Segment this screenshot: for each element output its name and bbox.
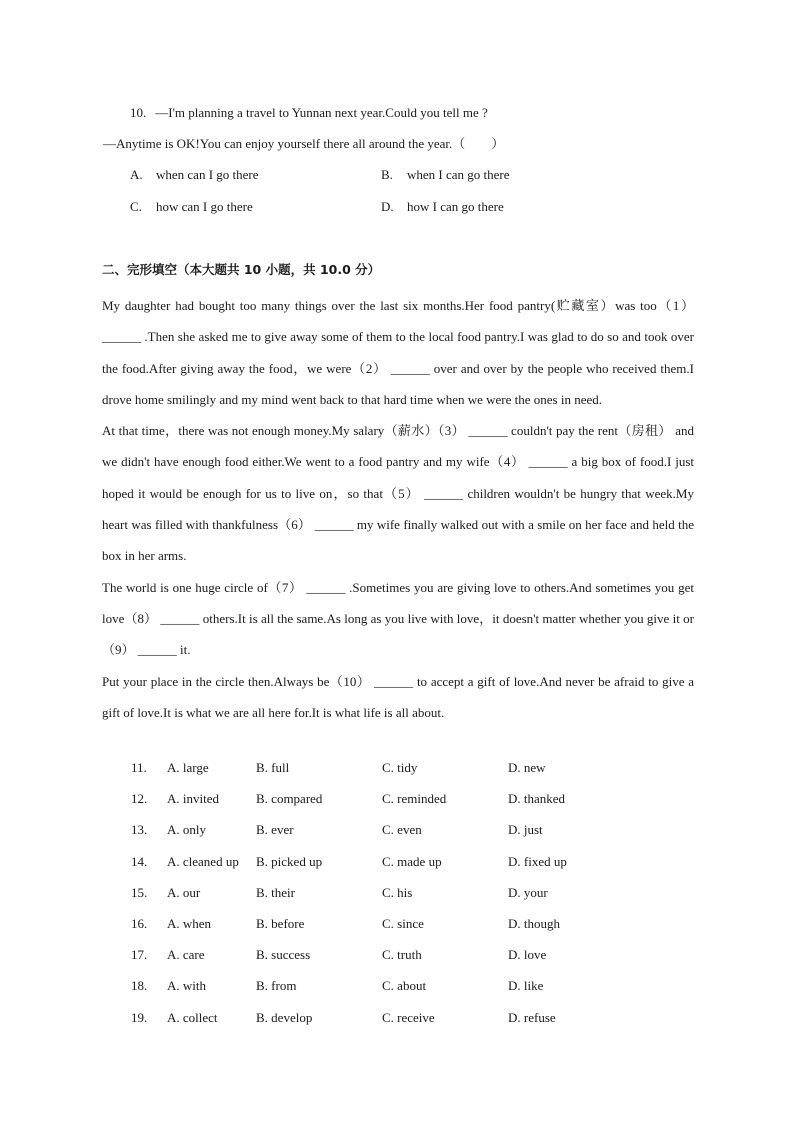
choice-option-b[interactable]: B. full bbox=[256, 760, 290, 775]
choice-option-a[interactable]: A. with bbox=[167, 978, 206, 994]
choice-option-b[interactable]: B. ever bbox=[256, 822, 294, 838]
option-text: how can I go there bbox=[156, 199, 253, 214]
choice-option-c[interactable]: C. truth bbox=[382, 947, 422, 963]
choice-option-c[interactable]: C. tidy bbox=[382, 760, 418, 775]
choice-option-c[interactable]: C. about bbox=[382, 978, 427, 994]
option-text: when I can go there bbox=[407, 167, 510, 182]
choice-option-b[interactable]: B. their bbox=[256, 884, 295, 900]
choice-option-b[interactable]: B. before bbox=[256, 915, 305, 931]
option-c[interactable] bbox=[130, 197, 253, 217]
choice-option-a[interactable]: A. large bbox=[167, 760, 209, 775]
passage-paragraph: The world is one huge circle of（7） ______ .Sometimes you are giving love to others.And sometimes you get love（8） ______ others.It is all the same.As long as you live with love，it doesn't matter whether you give it or （9） ______ it. bbox=[102, 579, 694, 658]
option-letter: C. bbox=[130, 199, 142, 214]
choice-option-d[interactable]: D. like bbox=[508, 978, 544, 994]
choice-number: 18. bbox=[131, 978, 148, 994]
choice-option-a[interactable]: A. invited bbox=[167, 791, 219, 807]
choice-option-a[interactable]: A. only bbox=[167, 822, 206, 838]
choice-option-d[interactable]: D. your bbox=[508, 884, 548, 900]
question-prompt-line bbox=[130, 103, 504, 134]
question-response: —Anytime is OK!You can enjoy yourself there all around the year.（ ） bbox=[103, 136, 505, 151]
choice-option-b[interactable]: B. develop bbox=[256, 1009, 313, 1025]
option-text: how I can go there bbox=[407, 199, 504, 214]
choice-option-a[interactable]: A. collect bbox=[167, 1009, 218, 1025]
choice-option-b[interactable]: B. success bbox=[256, 947, 311, 963]
choice-option-c[interactable]: C. his bbox=[382, 884, 413, 900]
cloze-passage bbox=[102, 290, 694, 728]
choice-option-d[interactable]: D. love bbox=[508, 947, 547, 963]
question-10 bbox=[103, 103, 510, 229]
choice-number: 19. bbox=[131, 1009, 148, 1025]
choice-option-d[interactable]: D. refuse bbox=[508, 1009, 556, 1025]
passage-paragraph: My daughter had bought too many things over the last six months.Her food pantry(贮藏室）was too（1）______ .Then she asked me to give away some of them to the local food pantry.I was glad to do so and took over the food.After giving away the food，we were（2） ______ over and over by the people who received them.I drove home smilingly and my mind went back to that hard time when we were the ones in need. bbox=[102, 298, 694, 407]
choice-option-b[interactable]: B. compared bbox=[256, 791, 323, 807]
option-letter: A. bbox=[130, 167, 143, 182]
option-b[interactable] bbox=[381, 165, 510, 185]
option-letter: D. bbox=[381, 199, 394, 214]
choice-option-a[interactable]: A. when bbox=[167, 915, 212, 931]
option-a[interactable] bbox=[130, 165, 259, 185]
choice-option-a[interactable]: A. cleaned up bbox=[167, 853, 239, 869]
choice-number: 17. bbox=[131, 947, 148, 963]
choice-number: 12. bbox=[131, 791, 148, 807]
choice-number: 13. bbox=[131, 822, 148, 838]
choice-option-c[interactable]: C. receive bbox=[382, 1009, 435, 1025]
choice-number: 11. bbox=[131, 760, 147, 775]
choice-option-d[interactable]: D. just bbox=[508, 822, 543, 838]
option-row bbox=[130, 197, 504, 229]
choice-option-d[interactable]: D. though bbox=[508, 915, 560, 931]
choice-option-c[interactable]: C. reminded bbox=[382, 791, 447, 807]
question-number: 10. bbox=[130, 105, 147, 120]
choice-option-c[interactable]: C. even bbox=[382, 822, 422, 838]
option-text: when can I go there bbox=[156, 167, 259, 182]
choice-number: 14. bbox=[131, 853, 148, 869]
passage-paragraph: Put your place in the circle then.Always be（10） ______ to accept a gift of love.And never be afraid to give a gift of love.It is what we are all here for.It is what life is all about. bbox=[102, 673, 694, 720]
choice-option-c[interactable]: C. since bbox=[382, 915, 424, 931]
passage-paragraph: At that time，there was not enough money.My salary（薪水）（3） ______ couldn't pay the rent（房租） and we didn't have enough food either.We went to a food pantry and my wife（4） ______ a big box of food.I just hoped it would be enough for us to live on，so that（5） ______ children wouldn't be hungry that week.My heart was filled with thankfulness（6） ______ my wife finally walked out with a smile on her face and held the box in her arms. bbox=[102, 423, 694, 564]
choice-number: 16. bbox=[131, 915, 148, 931]
choice-option-c[interactable]: C. made up bbox=[382, 853, 442, 869]
choice-option-d[interactable]: D. fixed up bbox=[508, 853, 567, 869]
choice-option-b[interactable]: B. from bbox=[256, 978, 297, 994]
choice-option-d[interactable]: D. thanked bbox=[508, 791, 566, 807]
section-heading: 二、完形填空（本大题共 10 小题，共 10.0 分） bbox=[102, 262, 381, 277]
question-prompt: —I'm planning a travel to Yunnan next year.Could you tell me ? bbox=[155, 105, 488, 120]
choice-option-d[interactable]: D. new bbox=[508, 760, 546, 775]
choice-option-a[interactable]: A. our bbox=[167, 884, 201, 900]
choice-number: 15. bbox=[131, 884, 148, 900]
option-row bbox=[130, 165, 510, 197]
option-letter: B. bbox=[381, 167, 393, 182]
choice-option-b[interactable]: B. picked up bbox=[256, 853, 323, 869]
choice-option-a[interactable]: A. care bbox=[167, 947, 205, 963]
option-d[interactable] bbox=[381, 197, 504, 217]
